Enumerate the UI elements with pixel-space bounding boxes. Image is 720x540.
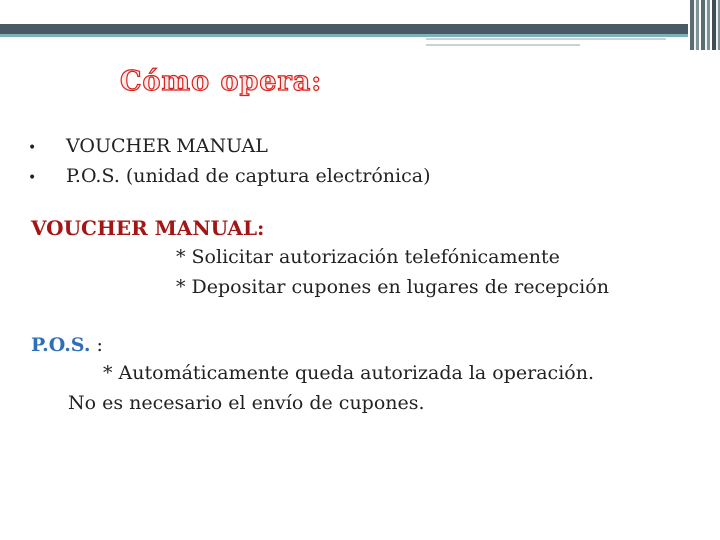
pos-separator: : bbox=[90, 334, 103, 356]
pos-detail: * Automáticamente queda autorizada la operación. bbox=[103, 362, 594, 384]
bullet-text: VOUCHER MANUAL bbox=[66, 135, 268, 157]
bullet-text: P.O.S. (unidad de captura electrónica) bbox=[66, 165, 431, 187]
bullet-item bbox=[28, 161, 431, 191]
bullet-item bbox=[28, 131, 431, 161]
voucher-manual-step: * Depositar cupones en lugares de recepción bbox=[176, 276, 609, 298]
voucher-manual-step: * Solicitar autorización telefónicamente bbox=[176, 246, 560, 268]
bullet-list bbox=[28, 131, 431, 191]
header-white-strip bbox=[0, 0, 720, 24]
header-dark-bar bbox=[0, 24, 688, 34]
bullet-marker: • bbox=[28, 170, 37, 186]
header-vertical-bar bbox=[712, 0, 716, 50]
pos-detail: No es necesario el envío de cupones. bbox=[68, 392, 425, 414]
header-decoration bbox=[0, 0, 720, 50]
pos-heading bbox=[31, 334, 103, 356]
header-thin-line-short bbox=[426, 44, 580, 46]
slide-title: Cómo opera: bbox=[120, 66, 323, 97]
header-thin-line bbox=[426, 38, 666, 40]
header-teal-line bbox=[0, 34, 688, 37]
voucher-manual-heading: VOUCHER MANUAL: bbox=[31, 216, 265, 240]
pos-label: P.O.S. bbox=[31, 334, 91, 356]
bullet-marker: • bbox=[28, 140, 37, 156]
